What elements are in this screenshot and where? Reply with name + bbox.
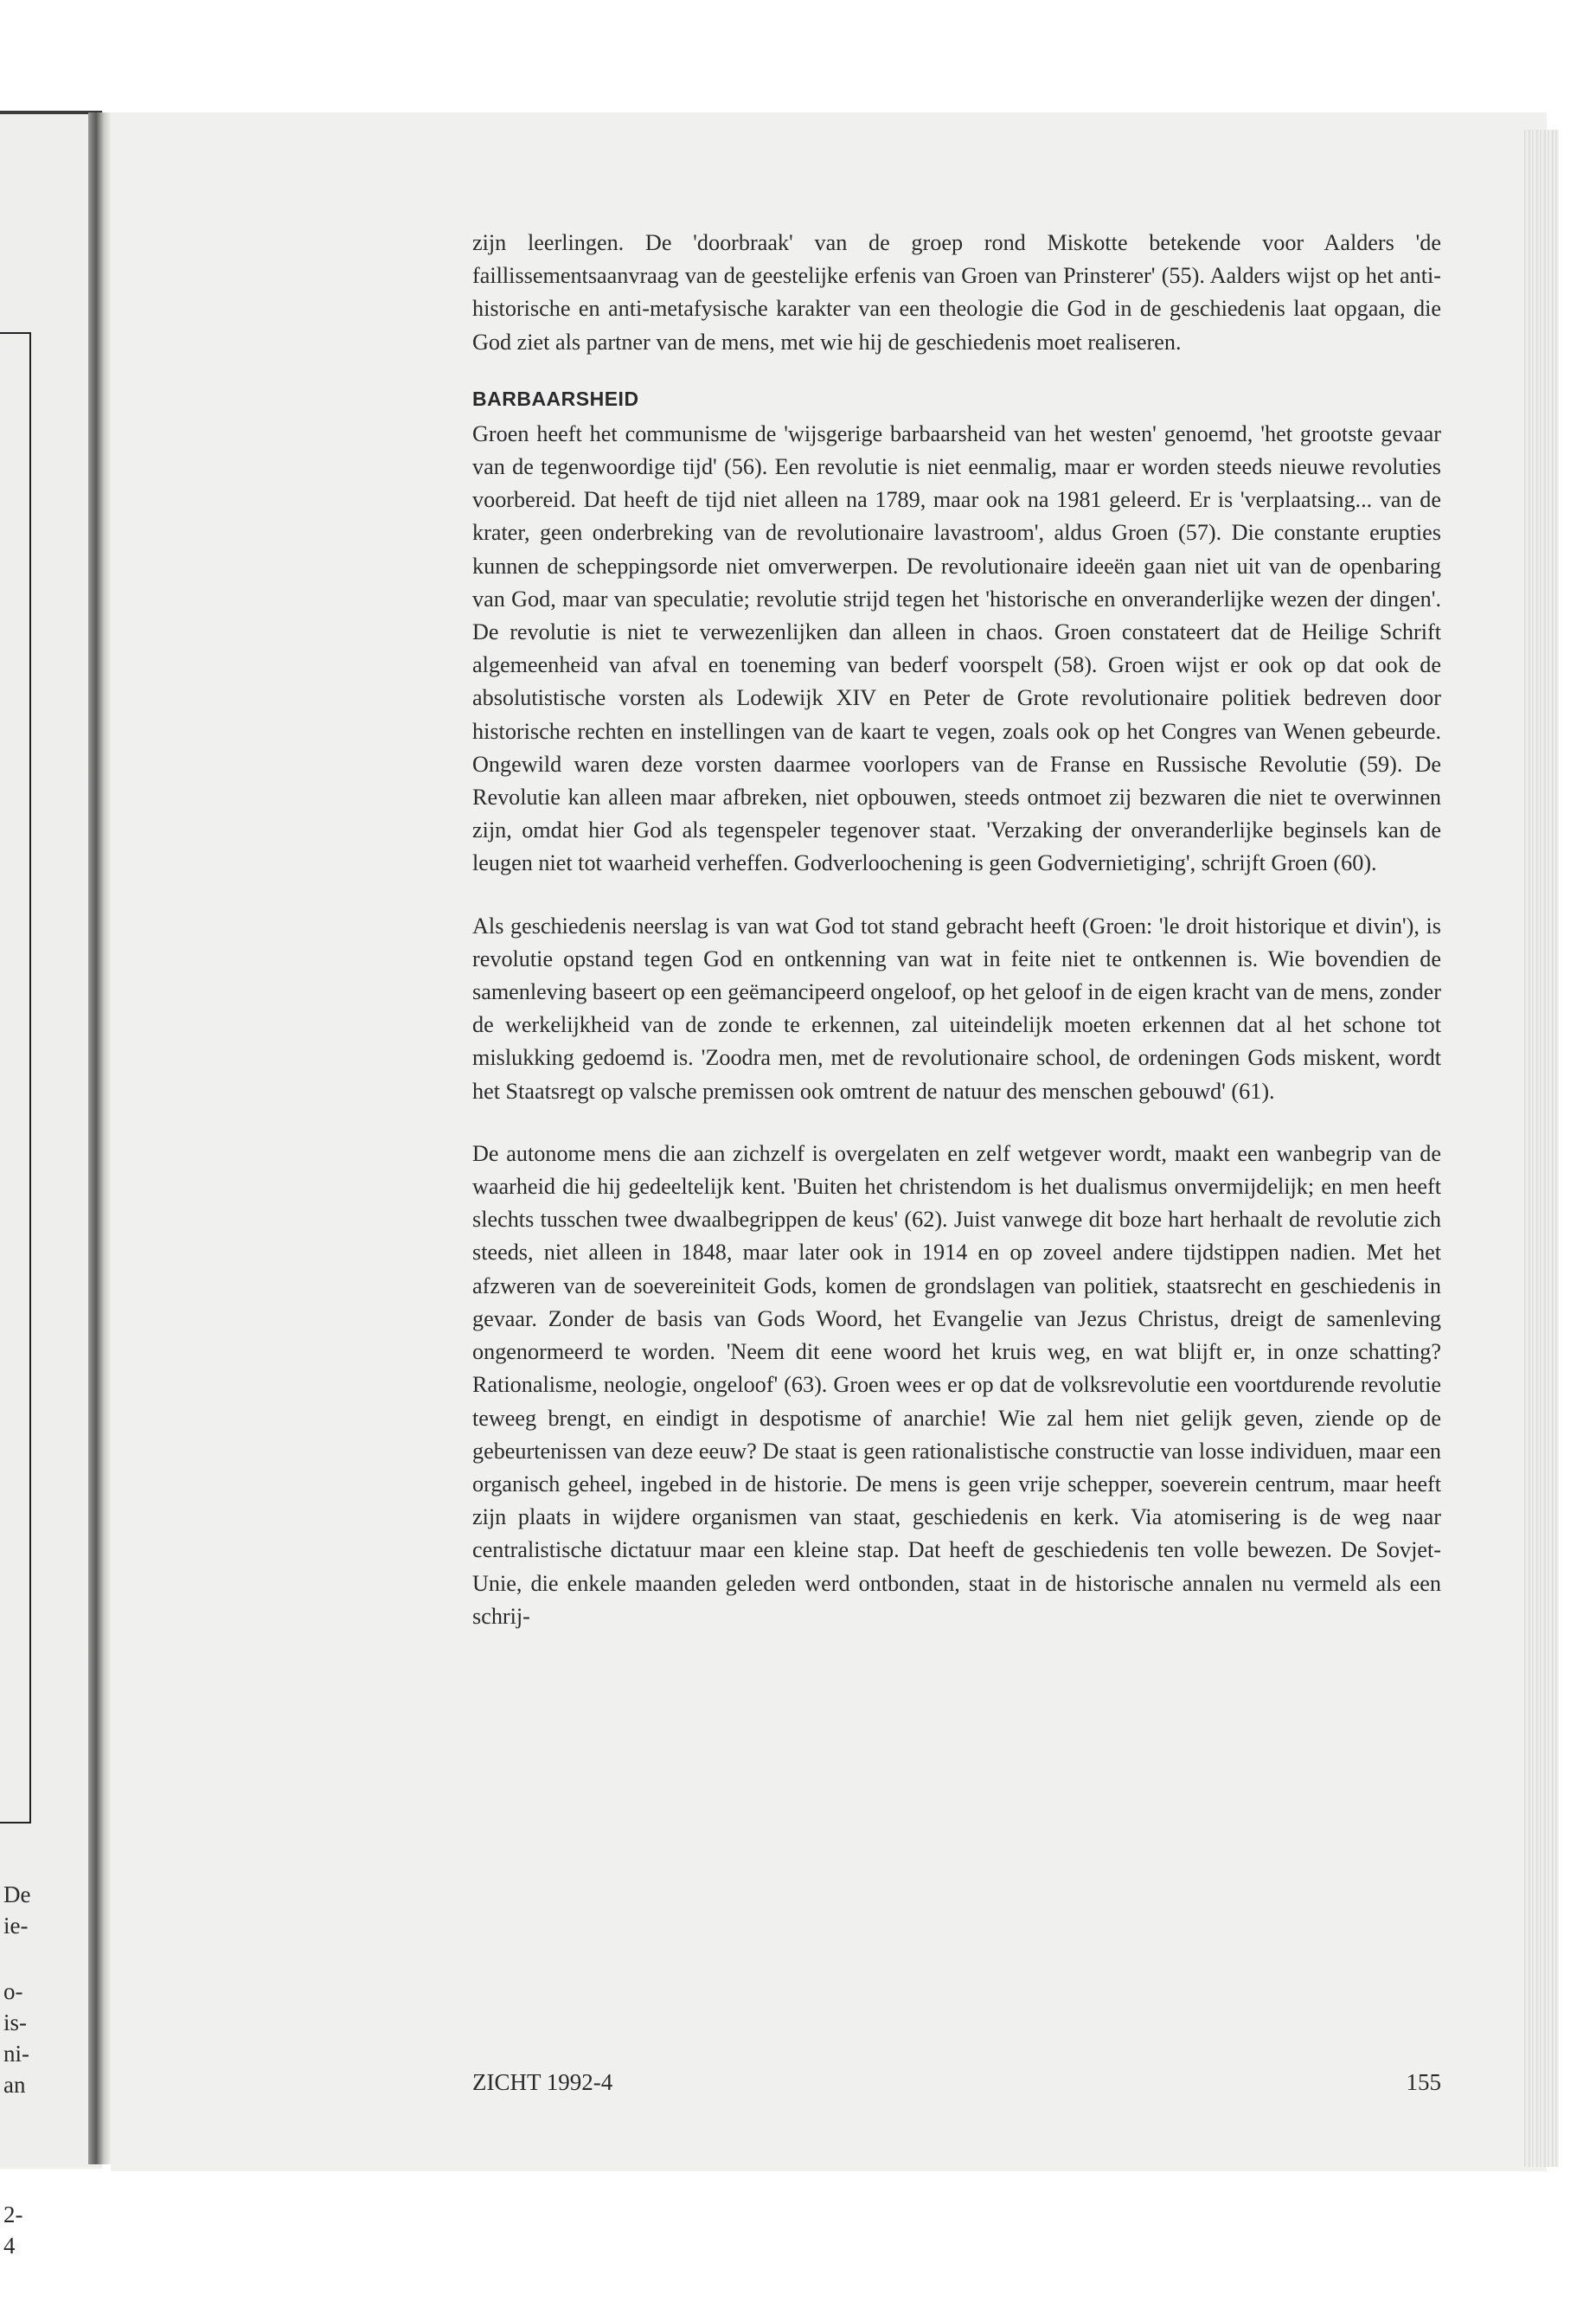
intro-paragraph: zijn leerlingen. De 'doorbraak' van de groep rond Miskotte betekende voor Aalders 'de faillissementsaanvraag van de geestelijke erfenis van Groen van Prinsterer' (55). Aalders wijst op het anti-historische en anti-metafysische karakter van een theologie die God in de geschiedenis laat opgaan, die God ziet als partner van de mens, met wie hij de geschiedenis moet realiseren. (472, 230, 1441, 355)
left-footer-fragment: 2-4 (3, 2202, 23, 2259)
left-facing-page (0, 111, 102, 2259)
left-page-text-fragments (3, 1879, 31, 2259)
left-fragment: De (3, 1881, 31, 1907)
left-fragment: ie- (3, 1913, 29, 1939)
book-gutter (88, 112, 111, 2164)
page-number: 155 (1406, 2069, 1441, 2095)
left-fragment: ni- (3, 2041, 29, 2067)
body-paragraph: Groen heeft het communisme de 'wijsgerige barbaarsheid van het westen' genoemd, 'het grootste gevaar van de tegenwoordige tijd' (56). Een revolutie is niet eenmalig, maar er worden steeds nieuwe revoluties voorbereid. Dat heeft de tijd niet alleen na 1789, maar ook na 1981 geleerd. Er is 'verplaatsing... van de krater, geen onderbreking van de revolutionaire lavastroom', aldus Groen (57). Die constante erupties kunnen de scheppingsorde niet omverwerpen. De revolutionaire ideeën gaan niet uit van de openbaring van God, maar van speculatie; revolutie strijd tegen het 'historische en onveranderlijke wezen der dingen'. De revolutie is niet te verwezenlijken dan alleen in chaos. Groen constateert dat de Heilige Schrift algemeenheid van afval en toeneming van bederf voorspelt (58). Groen wijst er ook op dat ook de absolutistische vorsten als Lodewijk XIV en Peter de Grote revolutionaire politiek bedreven door historische rechten en instellingen van de kaart te vegen, zoals ook op het Congres van Wenen gebeurde. Ongewild waren deze vorsten daarmee voorlopers van de Franse en Russische Revolutie (59). De Revolutie kan alleen maar afbreken, niet opbouwen, steeds ontmoet zij bezwaren die niet te overwinnen zijn, omdat hier God als tegenspeler tegenover staat. 'Verzaking der onveranderlijke beginsels kan de leugen niet tot waarheid verheffen. Godverloochening is geen Godvernietiging', schrijft Groen (60). (472, 420, 1441, 876)
section-heading: BARBAARSHEID (472, 387, 639, 410)
left-fragment: o- (3, 1978, 23, 2004)
body-paragraph: Als geschiedenis neerslag is van wat God tot stand gebracht heeft (Groen: 'le droit historique et divin'), is revolutie opstand tegen God en ontkenning van wat in feite niet te ontkennen is. Wie bovendien de samenleving baseert op een geëmancipeerd ongeloof, op het geloof in de eigen kracht van de mens, zonder de werkelijkheid van de zonde te erkennen, zal uiteindelijk moeten erkennen dat al het schone tot mislukking gedoemd is. 'Zoodra men, met de revolutionaire school, de ordeningen Gods miskent, wordt het Staatsregt op valsche premissen ook omtrent de natuur des menschen gebouwd' (61). (472, 913, 1441, 1104)
journal-issue: ZICHT 1992-4 (472, 2069, 613, 2095)
body-paragraph: De autonome mens die aan zichzelf is overgelaten en zelf wetgever wordt, maakt een wanbegrip van de waarheid die hij gedeeltelijk kent. 'Buiten het christendom is het dualismus onvermijdelijk; en men heeft slechts tusschen twee dwaalbegrippen de keus' (62). Juist vanwege dit boze hart herhaalt de revolutie zich steeds, niet alleen in 1848, maar later ook in 1914 en op zoveel andere tijdstippen nadien. Met het afzweren van de soevereiniteit Gods, komen de grondslagen van politiek, staatsrecht en geschiedenis in gevaar. Zonder de basis van Gods Woord, het Evangelie van Jezus Christus, dreigt de samenleving ongenormeerd te worden. 'Neem dit eene woord het kruis weg, en wat blijft er, in onze schatting? Rationalisme, neologie, ongeloof' (63). Groen wees er op dat de volksrevolutie een voortdurende revolutie teweeg brengt, en eindigt in despotisme of anarchie! Wie zal hem niet gelijk geven, ziende op de gebeurtenissen van deze eeuw? De staat is geen rationalistische constructie van losse individuen, maar een organisch geheel, ingebed in de historie. De mens is geen vrije schepper, soeverein centrum, maar heeft zijn plaats in wijdere organismen van staat, geschiedenis en kerk. Via atomisering is de weg naar centralistische dictatuur maar een kleine stap. Dat heeft de geschiedenis ten volle bewezen. De Sovjet-Unie, die enkele maanden geleden werd ontbonden, staat in de historische annalen nu vermeld als een schrij- (472, 1140, 1441, 1629)
page-footer (472, 2069, 1441, 2104)
left-fragment: an (3, 2072, 26, 2098)
article-body (472, 227, 1441, 1633)
page-edges (1524, 130, 1559, 2167)
left-page-frame (0, 332, 31, 1823)
left-fragment: is- (3, 2009, 27, 2035)
